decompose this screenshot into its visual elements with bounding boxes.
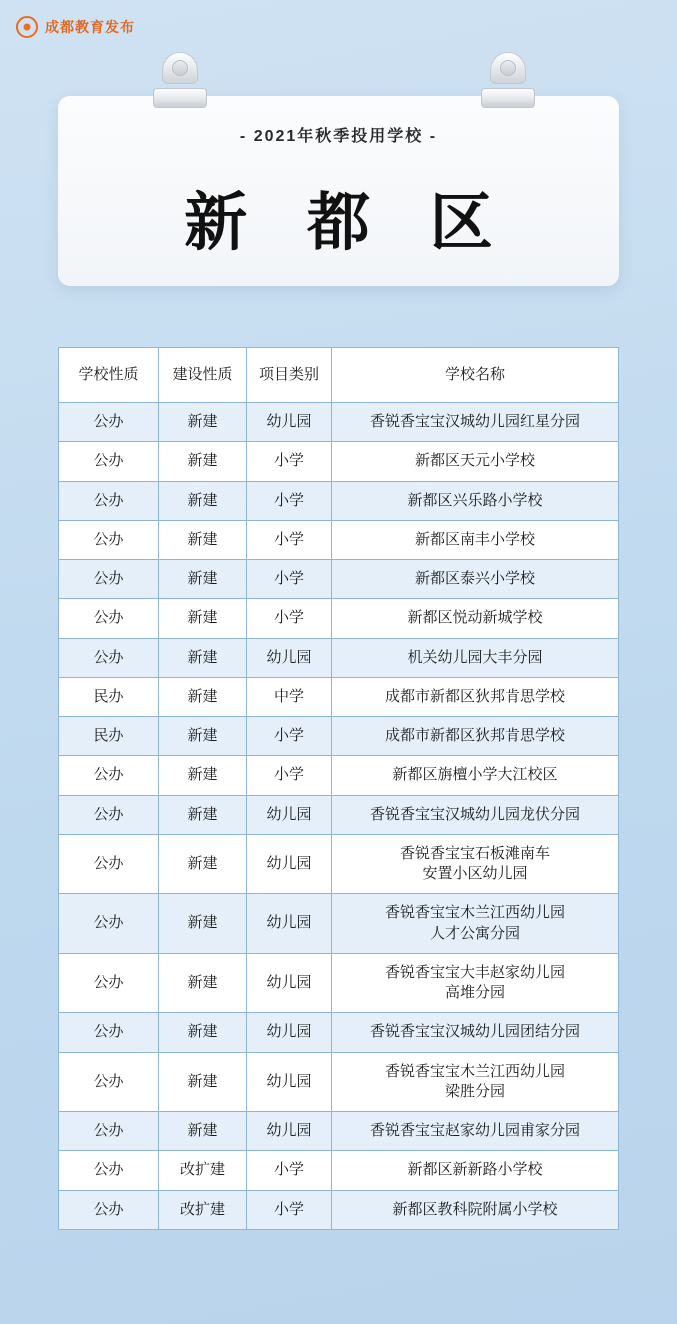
table-cell: 新建 (159, 638, 247, 677)
table-row (59, 834, 619, 894)
table-cell: 新建 (159, 599, 247, 638)
table-row (59, 1112, 619, 1151)
table-cell: 公办 (59, 1190, 159, 1229)
schools-table-container (58, 347, 619, 1230)
table-header (59, 348, 619, 403)
table-cell: 小学 (247, 1151, 332, 1190)
table-cell: 新都区南丰小学校 (332, 520, 619, 559)
table-cell: 成都市新都区狄邦肯思学校 (332, 677, 619, 716)
table-cell: 幼儿园 (247, 1013, 332, 1052)
title-subtitle: - 2021年秋季投用学校 - (239, 128, 438, 145)
table-cell: 公办 (59, 442, 159, 481)
table-row (59, 481, 619, 520)
table-cell: 新都区旃檀小学大江校区 (332, 756, 619, 795)
brand-header (16, 16, 135, 38)
table-cell: 公办 (59, 953, 159, 1013)
table-cell: 香锐香宝宝大丰赵家幼儿园 高堆分园 (332, 953, 619, 1013)
table-cell: 公办 (59, 834, 159, 894)
page-title: 新 都 区 (184, 188, 515, 258)
table-cell: 小学 (247, 481, 332, 520)
table-cell: 幼儿园 (247, 795, 332, 834)
table-row (59, 1052, 619, 1112)
table-cell: 公办 (59, 403, 159, 442)
table-cell: 新建 (159, 1052, 247, 1112)
circle-dot-icon (16, 16, 38, 38)
table-cell: 香锐香宝宝汉城幼儿园龙伏分园 (332, 795, 619, 834)
table-cell: 公办 (59, 894, 159, 954)
table-cell: 幼儿园 (247, 638, 332, 677)
table-cell: 新建 (159, 717, 247, 756)
table-cell: 新都区泰兴小学校 (332, 560, 619, 599)
table-cell: 香锐香宝宝汉城幼儿园红星分园 (332, 403, 619, 442)
table-cell: 幼儿园 (247, 403, 332, 442)
table-row (59, 560, 619, 599)
table-cell: 新建 (159, 677, 247, 716)
table-cell: 成都市新都区狄邦肯思学校 (332, 717, 619, 756)
table-cell: 中学 (247, 677, 332, 716)
table-body (59, 403, 619, 1230)
table-cell: 幼儿园 (247, 1052, 332, 1112)
table-cell: 公办 (59, 560, 159, 599)
table-cell: 新都区悦动新城学校 (332, 599, 619, 638)
table-cell: 新都区兴乐路小学校 (332, 481, 619, 520)
table-cell: 小学 (247, 717, 332, 756)
table-row (59, 795, 619, 834)
table-row (59, 403, 619, 442)
table-cell: 新建 (159, 953, 247, 1013)
table-row (59, 953, 619, 1013)
table-row (59, 442, 619, 481)
table-row (59, 717, 619, 756)
binder-clip-left-base (153, 88, 207, 108)
table-column-header: 学校名称 (332, 348, 619, 403)
table-cell: 改扩建 (159, 1190, 247, 1229)
table-cell: 公办 (59, 520, 159, 559)
table-cell: 幼儿园 (247, 894, 332, 954)
table-cell: 新建 (159, 795, 247, 834)
table-column-header: 学校性质 (59, 348, 159, 403)
table-row (59, 520, 619, 559)
table-cell: 新都区新新路小学校 (332, 1151, 619, 1190)
table-cell: 新建 (159, 403, 247, 442)
table-cell: 公办 (59, 481, 159, 520)
table-cell: 新建 (159, 1013, 247, 1052)
table-cell: 香锐香宝宝汉城幼儿园团结分园 (332, 1013, 619, 1052)
table-cell: 新建 (159, 520, 247, 559)
binder-clip-left-top (162, 52, 198, 84)
table-cell: 公办 (59, 1013, 159, 1052)
table-row (59, 638, 619, 677)
table-cell: 机关幼儿园大丰分园 (332, 638, 619, 677)
table-cell: 幼儿园 (247, 953, 332, 1013)
table-column-header: 建设性质 (159, 348, 247, 403)
table-cell: 新都区教科院附属小学校 (332, 1190, 619, 1229)
table-cell: 香锐香宝宝赵家幼儿园甫家分园 (332, 1112, 619, 1151)
table-cell: 民办 (59, 677, 159, 716)
table-cell: 新建 (159, 442, 247, 481)
binder-clip-right-icon (481, 52, 535, 108)
table-row (59, 599, 619, 638)
binder-clip-left-icon (153, 52, 207, 108)
binder-clip-right-base (481, 88, 535, 108)
table-cell: 新建 (159, 481, 247, 520)
table-cell: 公办 (59, 756, 159, 795)
table-cell: 小学 (247, 560, 332, 599)
table-cell: 公办 (59, 1052, 159, 1112)
table-cell: 小学 (247, 1190, 332, 1229)
table-cell: 新都区天元小学校 (332, 442, 619, 481)
schools-table (58, 347, 619, 1230)
table-cell: 改扩建 (159, 1151, 247, 1190)
table-cell: 公办 (59, 795, 159, 834)
table-cell: 新建 (159, 756, 247, 795)
table-cell: 新建 (159, 894, 247, 954)
table-cell: 民办 (59, 717, 159, 756)
table-cell: 小学 (247, 442, 332, 481)
table-cell: 小学 (247, 520, 332, 559)
table-cell: 幼儿园 (247, 834, 332, 894)
table-cell: 香锐香宝宝木兰江西幼儿园 人才公寓分园 (332, 894, 619, 954)
table-cell: 公办 (59, 1151, 159, 1190)
table-cell: 香锐香宝宝木兰江西幼儿园 梁胜分园 (332, 1052, 619, 1112)
table-row (59, 677, 619, 716)
table-row (59, 1013, 619, 1052)
title-card (58, 96, 619, 286)
table-cell: 香锐香宝宝石板滩南车 安置小区幼儿园 (332, 834, 619, 894)
table-column-header: 项目类别 (247, 348, 332, 403)
binder-clip-right-top (490, 52, 526, 84)
table-cell: 公办 (59, 638, 159, 677)
table-cell: 新建 (159, 1112, 247, 1151)
table-header-row (59, 348, 619, 403)
table-cell: 新建 (159, 834, 247, 894)
table-cell: 小学 (247, 599, 332, 638)
table-cell: 幼儿园 (247, 1112, 332, 1151)
table-cell: 小学 (247, 756, 332, 795)
table-cell: 新建 (159, 560, 247, 599)
table-row (59, 1151, 619, 1190)
table-row (59, 1190, 619, 1229)
table-row (59, 756, 619, 795)
table-row (59, 894, 619, 954)
table-cell: 公办 (59, 1112, 159, 1151)
table-cell: 公办 (59, 599, 159, 638)
brand-name: 成都教育发布 (45, 19, 135, 35)
